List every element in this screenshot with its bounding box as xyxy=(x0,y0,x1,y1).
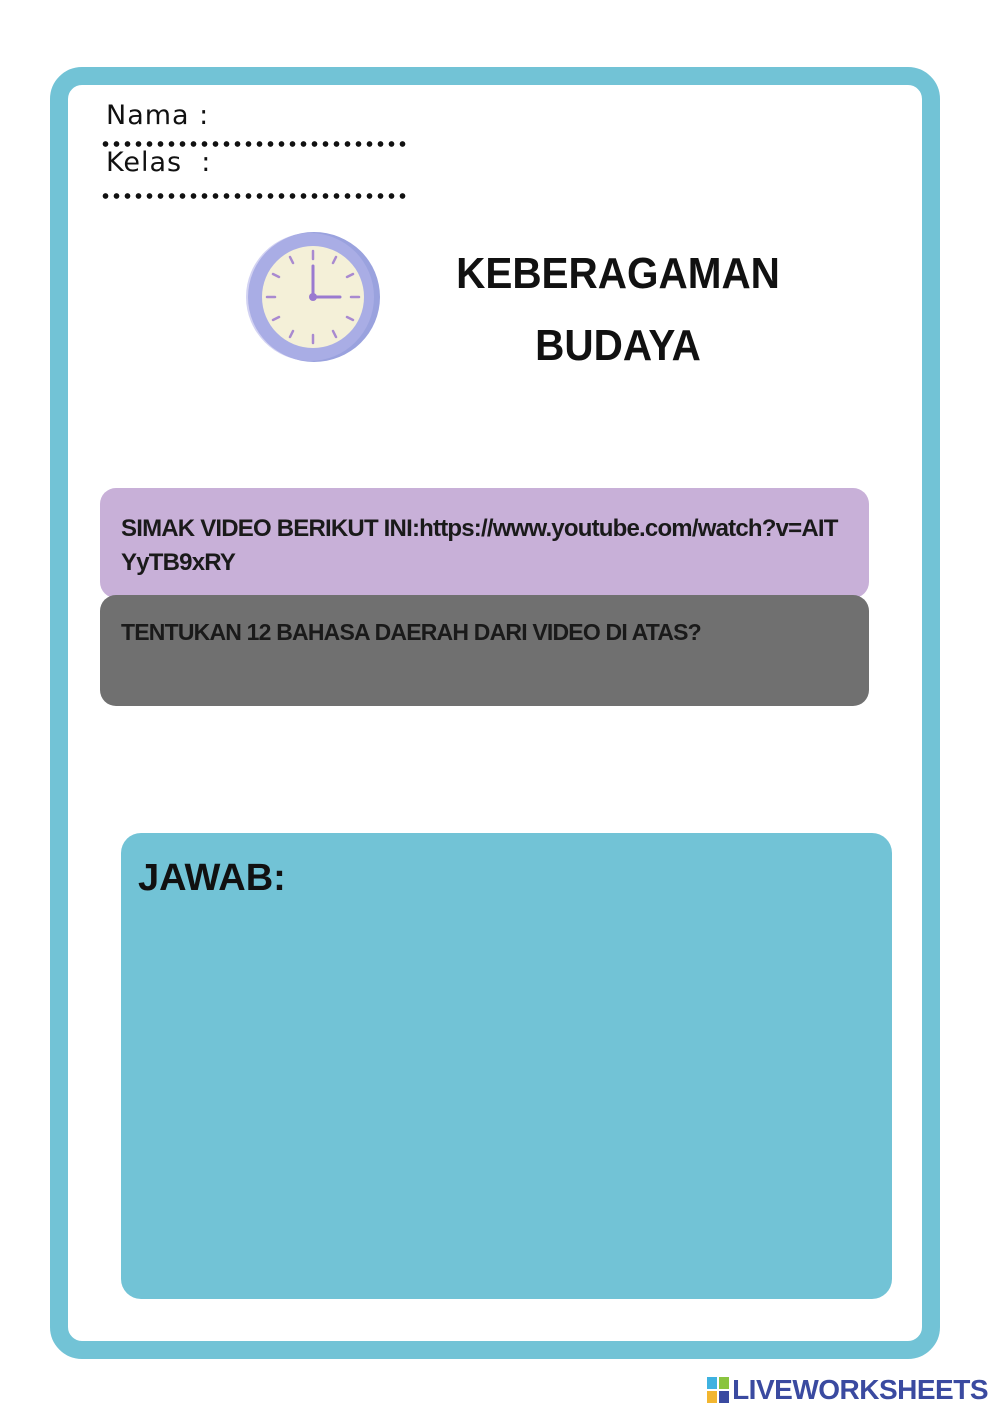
clock-icon xyxy=(246,230,382,364)
class-input-line[interactable] xyxy=(100,193,408,199)
page-title xyxy=(427,238,810,382)
class-label: Kelas : xyxy=(106,147,212,178)
question-box: TENTUKAN 12 BAHASA DAERAH DARI VIDEO DI ATAS? xyxy=(100,595,869,706)
title-line-1: KEBERAGAMAN xyxy=(456,249,780,298)
instruction-box: SIMAK VIDEO BERIKUT INI:https://www.youtube.com/watch?v=AITYyTB9xRY xyxy=(100,488,869,598)
liveworksheets-logo-icon xyxy=(707,1377,729,1403)
brand-name: LIVEWORKSHEETS xyxy=(732,1374,988,1405)
answer-box[interactable] xyxy=(121,833,892,1299)
brand-footer xyxy=(707,1374,988,1406)
answer-label: JAWAB: xyxy=(138,857,286,899)
title-line-2: BUDAYA xyxy=(535,321,701,370)
name-label: Nama : xyxy=(106,100,210,131)
